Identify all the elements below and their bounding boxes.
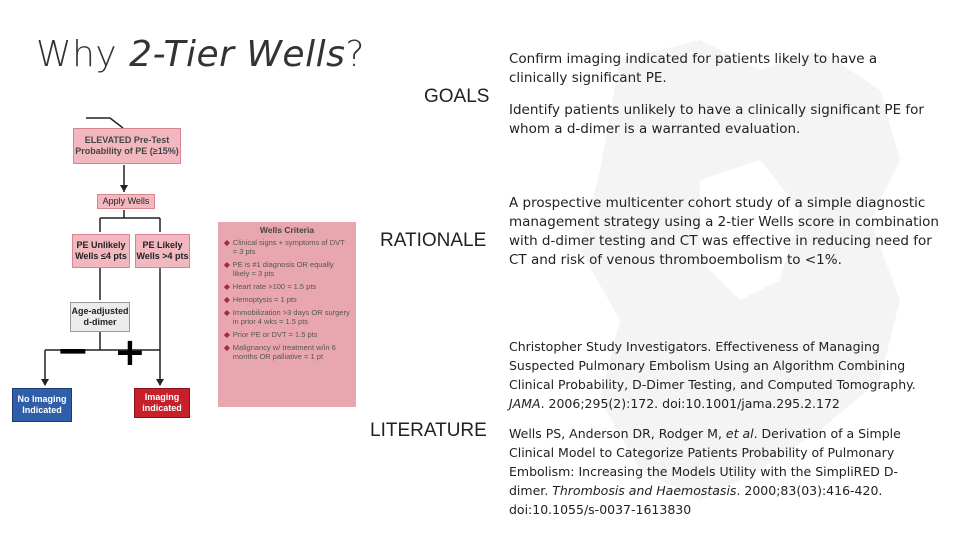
reference-2: Wells PS, Anderson DR, Rodger M, et al. Derivation of a Simple Clinical Model to Categorize Patients Probability of Pulmonary Embolism: Increasing the Models Utility with the SimpliRED D-dimer. Thrombosis and Haemostasis. 2000;83(03):416-420. doi:10.1055/s-0037-1613830: [509, 426, 901, 517]
pretest-probability-box: ELEVATED Pre-Test Probability of PE (≥15%): [73, 128, 181, 164]
minus-sign: −: [56, 328, 90, 374]
reference-1: Christopher Study Investigators. Effectiveness of Managing Suspected Pulmonary Embolism Using an Algorithm Combining Clinical Probability, D-Dimer Testing, and Computed Tomography. JAMA. 2006;295(2):172. doi:10.1001/jama.295.2.172: [509, 339, 916, 411]
ddimer-box: Age-adjusted d-dimer: [70, 302, 130, 332]
no-imaging-box: No Imaging Indicated: [12, 388, 72, 422]
rationale-text: A prospective multicenter cohort study of a simple diagnostic management strategy using a 2-tier Wells score in combination with d-dimer testing and CT was effective in reducing need for CT and risk of venous thromboembolism to <1%.: [509, 195, 939, 268]
imaging-box: Imaging indicated: [134, 388, 190, 418]
goal-item-1: Confirm imaging indicated for patients likely to have a clinically significant PE.: [509, 51, 878, 86]
criteria-item: ◆ Prior PE or DVT = 1.5 pts: [224, 330, 318, 339]
criteria-item: ◆ Hemoptysis = 1 pts: [224, 295, 297, 304]
criteria-item: ◆ Heart rate >100 = 1.5 pts: [224, 282, 317, 291]
criteria-item: ◆ Clinical signs + symptoms of DVT = 3 pts: [224, 238, 345, 256]
apply-wells-box: Apply Wells: [97, 194, 155, 209]
plus-sign: +: [114, 330, 146, 374]
criteria-item: ◆ Immobilization >3 days OR surgery in prior 4 wks = 1.5 pts: [224, 308, 350, 326]
criteria-item: ◆ Malignancy w/ treatment w/in 6 months OR palliative = 1 pt: [224, 343, 336, 361]
criteria-item: ◆ PE is #1 diagnosis OR equally likely = 3 pts: [224, 260, 334, 278]
goals-label: GOALS: [424, 86, 490, 107]
rationale-label: RATIONALE: [380, 230, 487, 251]
wells-criteria-panel: [218, 222, 356, 407]
goal-item-2: Identify patients unlikely to have a clinically significant PE for whom a d-dimer is a warranted evaluation.: [509, 102, 924, 137]
page-title: Why 2-Tier Wells?: [36, 34, 365, 75]
literature-label: LITERATURE: [370, 420, 487, 441]
pe-likely-box: PE Likely Wells >4 pts: [135, 234, 190, 268]
pe-unlikely-box: PE Unlikely Wells ≤4 pts: [72, 234, 130, 268]
criteria-title: Wells Criteria: [259, 225, 315, 235]
